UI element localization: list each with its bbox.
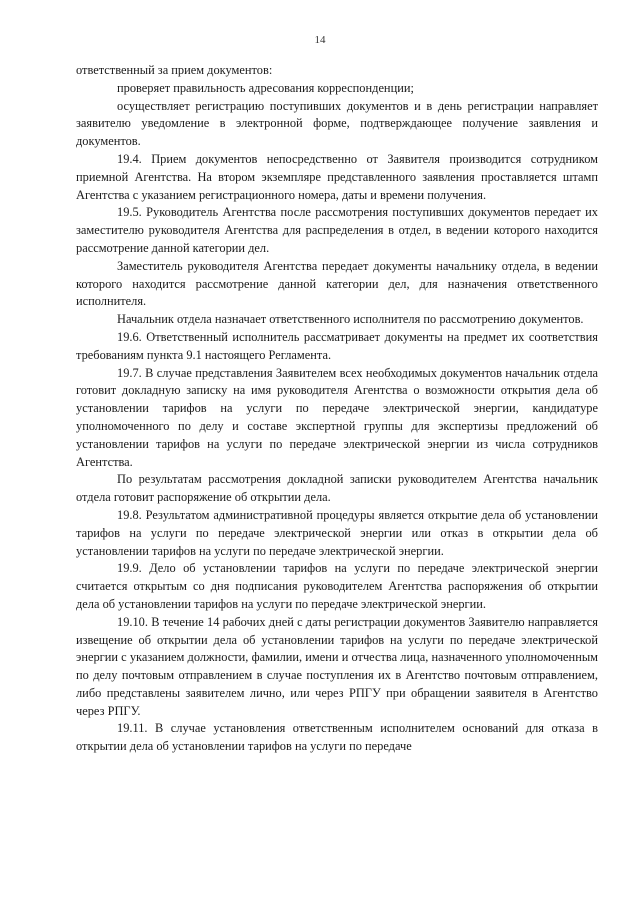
paragraph-check-addressing: проверяет правильность адресования корреспонденции;	[117, 80, 414, 95]
paragraph-19-7: 19.7. В случае представления Заявителем всех необходимых документов начальник отдела готовит докладную записку на имя руководителя Агентства о возможности открытия дела об установлении тарифов на услуги по передаче электрической энергии, кандидатуре уполномоченного по делу и составе экспертной группы для экспертизы предложений об установлении тарифов на услуги по передаче электрической энергии из числа сотрудников Агентства.	[76, 365, 598, 469]
paragraph-19-9: 19.9. Дело об установлении тарифов на услуги по передаче электрической энергии считается открытым со дня подписания руководителем Агентства распоряжения об открытии дела об установлении тарифов на услуги по передаче электрической энергии.	[76, 561, 598, 611]
paragraph-19-5: 19.5. Руководитель Агентства после рассмотрения поступивших документов передает их заместителю руководителя Агентства для распределения в отдел, в ведении которого находится рассмотрение данной категории дел.	[76, 205, 598, 255]
paragraph-19-11: 19.11. В случае установления ответственным исполнителем оснований для отказа в открытии дела об установлении тарифов на услуги по передаче	[76, 721, 598, 754]
document-body	[76, 62, 598, 756]
paragraph-19-8: 19.8. Результатом административной процедуры является открытие дела об установлении тарифов на услуги по передаче электрической энергии или отказ в открытии дела об установлении тарифов на услуги по передаче электрической энергии.	[76, 507, 598, 558]
paragraph-registration: осуществляет регистрацию поступивших документов и в день регистрации направляет заявителю уведомление в электронной форме, подтверждающее получение заявления и документов.	[76, 98, 598, 149]
paragraph-19-4: 19.4. Прием документов непосредственно от Заявителя производится сотрудником приемной Агентства. На втором экземпляре представленного заявления проставляется штамп Агентства с указанием регистрационного номера, даты и времени получения.	[76, 151, 598, 202]
paragraph-deputy-head: Заместитель руководителя Агентства передает документы начальнику отдела, в ведении которого находится рассмотрение данной категории дел, для назначения ответственного исполнителя.	[76, 258, 598, 309]
paragraph-department-head: Начальник отдела назначает ответственного исполнителя по рассмотрению документов.	[117, 312, 584, 327]
paragraph-19-6: 19.6. Ответственный исполнитель рассматривает документы на предмет их соответствия требованиям пункта 9.1 настоящего Регламента.	[76, 329, 598, 362]
paragraph-responsible-receipt: ответственный за прием документов:	[76, 63, 273, 77]
paragraph-memo-review: По результатам рассмотрения докладной записки руководителем Агентства начальник отдела готовит распоряжение об открытии дела.	[76, 472, 598, 505]
page-number: 14	[314, 34, 326, 46]
paragraph-19-10: 19.10. В течение 14 рабочих дней с даты регистрации документов Заявителю направляется извещение об открытии дела об установлении тарифов на услуги по передаче электрической энергии с указанием должности, фамилии, имени и отчества лица, назначенного уполномоченным по делу почтовым отправлением в случае поступления их в Агентство почтовым отправлением, либо представлены заявителем лично, или через РПГУ при обращении заявителя в Агентство через РПГУ.	[76, 614, 598, 718]
